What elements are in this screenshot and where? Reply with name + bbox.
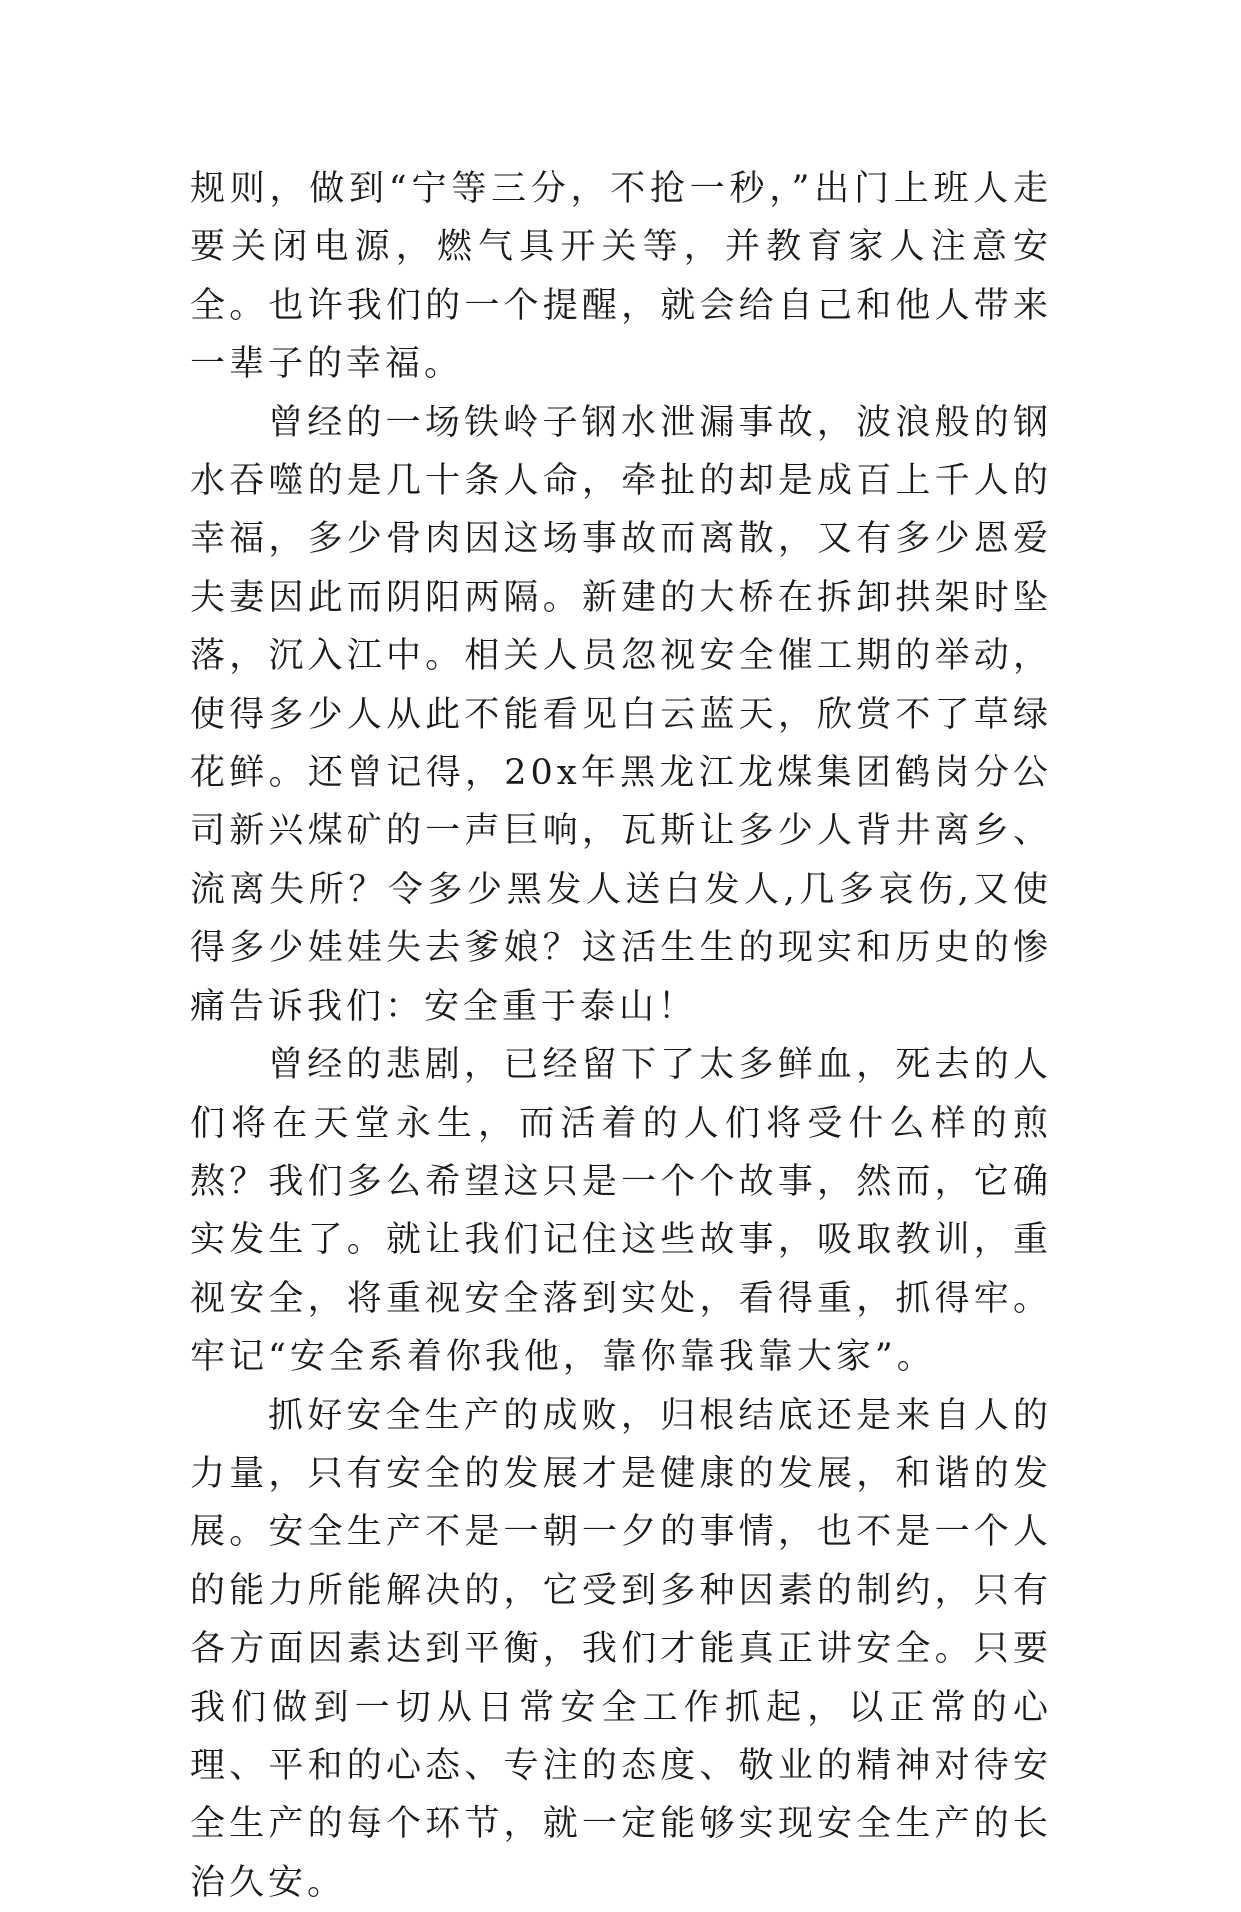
document-body (190, 160, 1052, 1912)
paragraph-2: 曾经的一场铁岭子钢水泄漏事故，波浪般的钢水吞噬的是几十条人命，牵扯的却是成百上千人的幸福，多少骨肉因这场事故而离散，又有多少恩爱夫妻因此而阴阳两隔。新建的大桥在拆卸拱架时坠落，沉入江中。相关人员忽视安全催工期的举动，使得多少人从此不能看见白云蓝天，欣赏不了草绿花鲜。还曾记得，20x年黑龙江龙煤集团鹤岗分公司新兴煤矿的一声巨响，瓦斯让多少人背井离乡、流离失所？令多少黑发人送白发人,几多哀伤,又使得多少娃娃失去爹娘？这活生生的现实和历史的惨痛告诉我们：安全重于泰山！ (190, 402, 1052, 1027)
paragraph-1: 规则，做到“宁等三分，不抢一秒，”出门上班人走要关闭电源，燃气具开关等，并教育家人注意安全。也许我们的一个提醒，就会给自己和他人带来一辈子的幸福。 (190, 169, 1052, 385)
paragraph-4: 抓好安全生产的成败，归根结底还是来自人的力量，只有安全的发展才是健康的发展，和谐的发展。安全生产不是一朝一夕的事情，也不是一个人的能力所能解决的，它受到多种因素的制约，只有各方面因素达到平衡，我们才能真正讲安全。只要我们做到一切从日常安全工作抓起，以正常的心理、平和的心态、专注的态度、敬业的精神对待安全生产的每个环节，就一定能够实现安全生产的长治久安。 (190, 1395, 1052, 1903)
paragraph-3: 曾经的悲剧，已经留下了太多鲜血，死去的人们将在天堂永生，而活着的人们将受什么样的煎熬？我们多么希望这只是一个个故事，然而，它确实发生了。就让我们记住这些故事，吸取教训，重视安全，将重视安全落到实处，看得重，抓得牢。牢记“安全系着你我他，靠你靠我靠大家”。 (190, 1045, 1052, 1378)
